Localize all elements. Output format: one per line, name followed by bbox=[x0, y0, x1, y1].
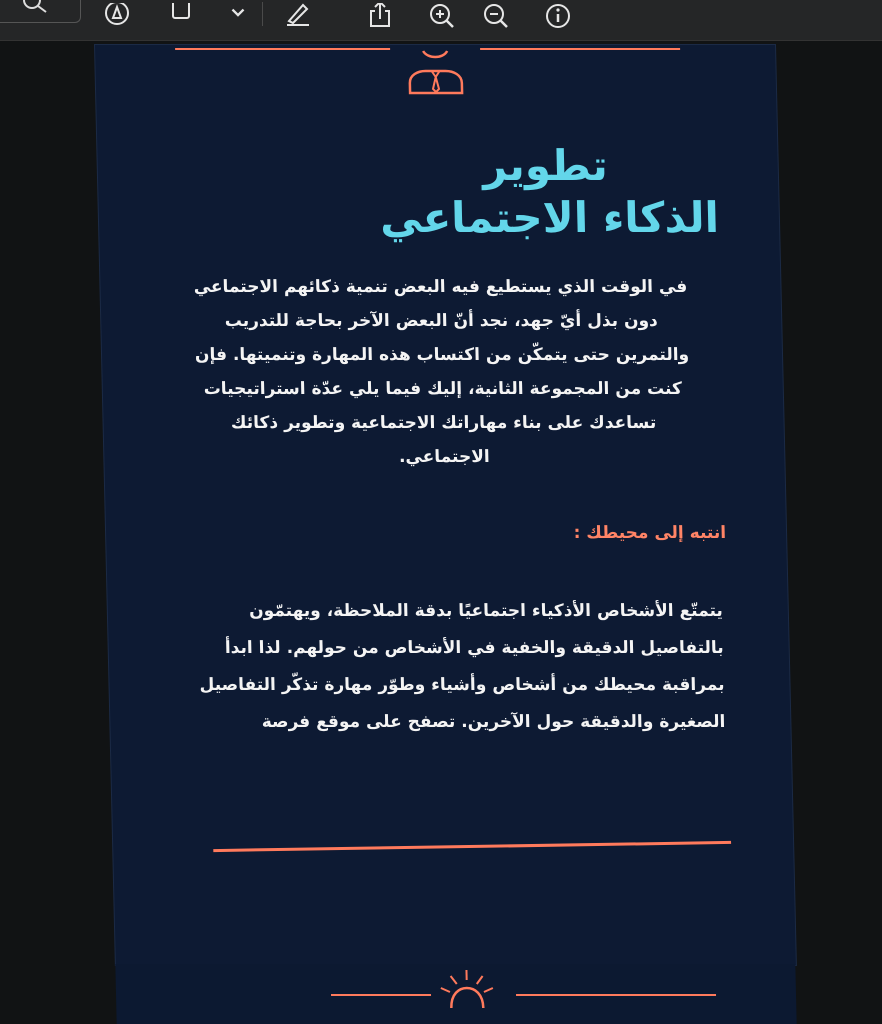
zoom-in-button[interactable] bbox=[426, 0, 458, 32]
top-divider-right bbox=[480, 48, 680, 50]
section-paragraph: يتمتّع الأشخاص الأذكياء اجتماعيًا بدقة الملاحظة، ويهتمّون بالتفاصيل الدقيقة والخفية في الأشخاص من حولهم. لذا ابدأ بمراقبة محيطك من أشخاص وأشياء وطوّر مهارة تذكّر التفاصيل الصغيرة والدقيقة حول الآخرين. تصفح على موقع فرصة bbox=[197, 593, 725, 741]
share-icon bbox=[367, 3, 393, 29]
viewer-toolbar bbox=[0, 0, 882, 41]
next-page-divider-right bbox=[516, 994, 716, 996]
zoom-out-icon bbox=[483, 3, 509, 29]
bottom-divider bbox=[213, 841, 731, 852]
page-title bbox=[378, 140, 609, 244]
search-icon bbox=[20, 0, 50, 14]
chevron-down-icon bbox=[226, 3, 250, 29]
title-line-1: تطوير bbox=[378, 140, 608, 192]
person-tie-icon bbox=[403, 45, 468, 99]
share-button[interactable] bbox=[364, 0, 396, 32]
next-page bbox=[115, 964, 796, 1024]
sign-button[interactable] bbox=[282, 0, 314, 32]
title-line-2: الذكاء الاجتماعي bbox=[379, 192, 719, 244]
markup-pen-circle-icon bbox=[104, 3, 130, 29]
search-field-edge[interactable] bbox=[0, 0, 81, 23]
intro-paragraph: في الوقت الذي يستطيع فيه البعض تنمية ذكائهم الاجتماعي دون بذل أيّ جهد، نجد أنّ البعض الآخر بحاجة للتدريب والتمرين حتى يتمكّن من اكتساب هذه المهارة وتنميتها. فإن كنت من المجموعة الثانية، إليك فيما يلي عدّة استراتيجيات تساعدك على بناء مهاراتك الاجتماعية وتطوير ذكائك الاجتماعي. bbox=[190, 270, 695, 474]
top-divider-left bbox=[175, 48, 390, 50]
rectangle-options-dropdown[interactable] bbox=[226, 0, 250, 32]
zoom-in-icon bbox=[429, 3, 455, 29]
toolbar-divider bbox=[262, 2, 263, 26]
rectangle-tool-button[interactable] bbox=[166, 0, 196, 32]
brain-idea-icon bbox=[436, 968, 497, 1008]
next-page-divider-left bbox=[331, 994, 431, 996]
info-icon bbox=[545, 3, 571, 29]
zoom-out-button[interactable] bbox=[480, 0, 512, 32]
pencil-icon bbox=[285, 3, 311, 29]
document-page bbox=[95, 45, 796, 965]
info-button[interactable] bbox=[542, 0, 574, 32]
rectangle-icon bbox=[168, 3, 194, 29]
section-heading: انتبه إلى محيطك : bbox=[573, 523, 726, 543]
markup-button[interactable] bbox=[100, 0, 134, 32]
